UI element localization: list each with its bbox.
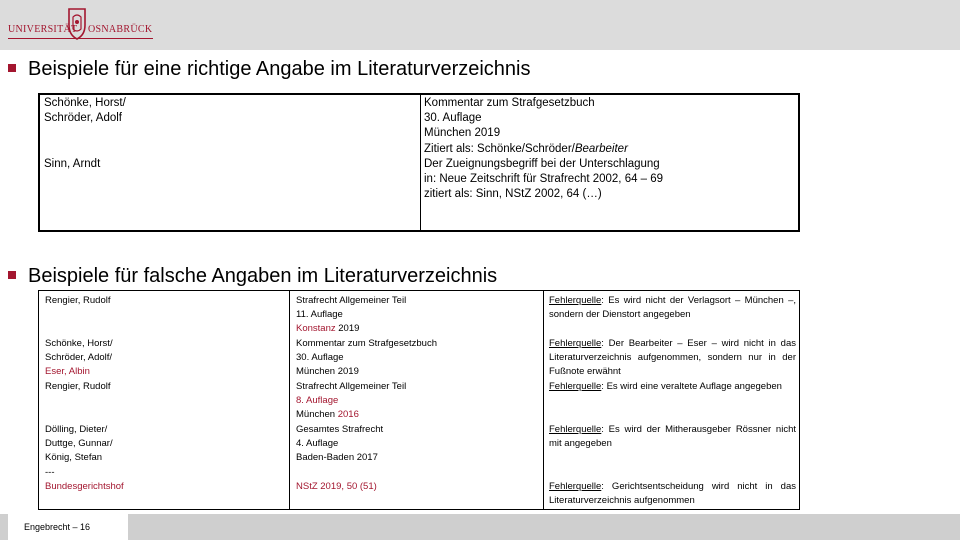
error-cell xyxy=(549,294,796,322)
source-text: München xyxy=(296,409,338,421)
author-cell: Bundesgerichtshof xyxy=(45,481,124,492)
error-text: : Es wird eine veraltete Auflage angegeben xyxy=(601,381,782,392)
detail-line: in: Neue Zeitschrift für Strafrecht 2002, 64 – 69 xyxy=(424,173,664,186)
author-highlight: Eser, Albin xyxy=(45,366,90,378)
source-cell: NStZ 2019, 50 (51) xyxy=(296,481,377,492)
author-line: Schröder, Adolf xyxy=(44,112,122,125)
detail-cell xyxy=(424,96,628,157)
error-label: Fehlerquelle xyxy=(549,338,602,349)
top-bar xyxy=(0,0,960,50)
citation-prefix: Zitiert als: Schönke/Schröder/ xyxy=(424,142,575,155)
footer-label: Engebrecht – 16 xyxy=(24,522,91,532)
source-cell xyxy=(296,294,536,337)
source-highlight: 2016 xyxy=(337,409,359,421)
author-text: Schönke, Horst/ Schröder, Adolf/ xyxy=(45,338,113,364)
source-column xyxy=(290,291,544,509)
source-highlight: Konstanz xyxy=(296,323,336,335)
bullet-icon xyxy=(8,64,16,72)
detail-line: Der Zueignungsbegriff bei der Unterschlagung xyxy=(424,158,660,170)
error-label: Fehlerquelle xyxy=(549,381,602,392)
error-label: Fehlerquelle xyxy=(549,481,602,492)
error-text: : Gerichtsentscheidung wird nicht in das Literaturverzeichnis aufgenommen xyxy=(549,481,796,507)
university-logo xyxy=(8,7,153,43)
footer-label-area xyxy=(8,514,128,540)
logo-underline xyxy=(8,38,153,39)
section-title: Beispiele für falsche Angaben im Literaturverzeichnis xyxy=(28,265,498,287)
detail-line: 30. Auflage xyxy=(424,112,482,125)
author-cell xyxy=(44,157,100,172)
source-cell: Kommentar zum Strafgesetzbuch 30. Auflage München 2019 xyxy=(296,338,437,378)
crest-icon xyxy=(67,7,87,41)
source-highlight: 8. Auflage xyxy=(296,395,339,407)
error-text: : Es wird nicht der Verlagsort – München –, sondern der Dienstort angegeben xyxy=(549,295,796,321)
logo-text-left: UNIVERSITÄT xyxy=(8,24,78,35)
error-cell xyxy=(549,337,796,380)
source-text: Strafrecht Allgemeiner Teil 11. Auflage xyxy=(296,295,407,321)
error-cell xyxy=(549,380,796,394)
citation-italic: Bearbeiter xyxy=(574,142,628,155)
author-cell xyxy=(45,337,285,380)
author-column xyxy=(39,291,290,509)
correct-examples-table xyxy=(38,93,800,232)
section-title: Beispiele für eine richtige Angabe im Literaturverzeichnis xyxy=(28,58,531,80)
wrong-examples-table xyxy=(38,290,800,510)
source-cell xyxy=(296,380,536,423)
author-cell: Dölling, Dieter/ Duttge, Gunnar/ König, Stefan --- xyxy=(45,424,113,478)
detail-line: Kommentar zum Strafgesetzbuch xyxy=(424,97,595,109)
section-heading-wrong xyxy=(8,265,497,288)
detail-line: München 2019 xyxy=(424,127,501,140)
error-label: Fehlerquelle xyxy=(549,424,602,435)
footer-bar xyxy=(0,514,960,540)
section-heading-correct xyxy=(8,58,531,81)
author-line: Schönke, Horst/ xyxy=(44,97,126,109)
error-cell xyxy=(549,480,796,508)
author-cell: Rengier, Rudolf xyxy=(45,295,111,306)
error-cell xyxy=(549,423,796,451)
detail-line: zitiert als: Sinn, NStZ 2002, 64 (…) xyxy=(424,188,602,201)
author-line: Sinn, Arndt xyxy=(44,158,101,170)
column-divider xyxy=(420,95,421,230)
author-cell: Rengier, Rudolf xyxy=(45,381,111,392)
bullet-icon xyxy=(8,271,16,279)
detail-cell xyxy=(424,157,663,203)
source-text: 2019 xyxy=(335,323,360,335)
source-text: Strafrecht Allgemeiner Teil xyxy=(296,381,407,392)
error-column xyxy=(544,291,799,509)
citation-line xyxy=(424,142,628,157)
source-cell: Gesamtes Strafrecht 4. Auflage Baden-Baden 2017 xyxy=(296,424,384,464)
error-text: : Es wird der Mitherausgeber Rössner nicht mit angegeben xyxy=(549,424,796,450)
error-label: Fehlerquelle xyxy=(549,295,602,306)
author-cell xyxy=(44,96,126,126)
logo-text-right: OSNABRÜCK xyxy=(88,24,153,35)
error-text: : Der Bearbeiter – Eser – wird nicht in das Literaturverzeichnis aufgenommen, sondern nur in der Fußnote erwähnt xyxy=(549,338,796,378)
